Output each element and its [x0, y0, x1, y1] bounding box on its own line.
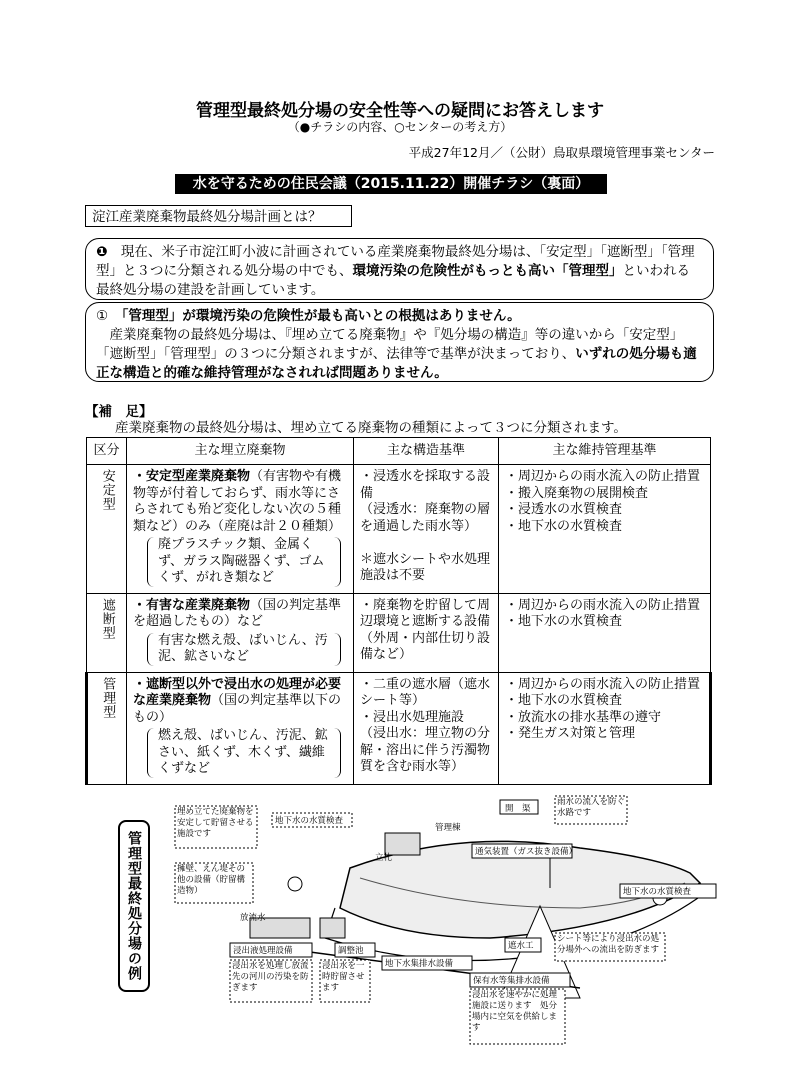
label-shuttsu-desc: 浸出水を処理し放流先の河川の汚染を防ぎます [232, 961, 309, 993]
banner: 水を守るための住民会議（2015.11.22）開催チラシ（裏面） [175, 174, 607, 194]
row-structure: ・二重の遮水層（遮水シート等） ・浸出水処理施設 （浸出水：埋立物の分解・溶出に伴う汚濁物質を含む雨水等） [354, 672, 499, 784]
row-structure: ・廃棄物を貯留して周辺環境と遮断する設備（外周・内部仕切り設備など） [354, 593, 499, 672]
flyer-marker: ❶ [96, 244, 108, 260]
classification-table [85, 437, 712, 785]
row-maintenance: ・周辺からの雨水流入の防止措置 ・搬入廃棄物の展開検査 ・浸透水の水質検査 ・地下水の水質検査 [499, 465, 711, 594]
label-sheet: シート等により浸出水の処分場外への流出を防ぎます [557, 934, 660, 955]
flyer-text-a: 現在、米子市淀江町小波に計画されている産業廃棄物最終処分場は、「安定型」「遮断型」「管理型」と３つに分類される処分場の中でも、 [96, 244, 695, 279]
label-tsuuki: 通気装置（ガス抜き設備） [475, 847, 578, 857]
management-building [385, 833, 420, 855]
label-hoyu-desc: 浸出水を速やかに処理施設に送ります 処分場内に空気を供給します [472, 990, 558, 1033]
flyer-text-c: といわれる最終処分場の建設を計画しています。 [96, 263, 690, 298]
center-heading: 「管理型」が環境汚染の危険性が最も高いとの根拠はありません。 [121, 308, 521, 324]
page-subtitle: （●チラシの内容、○センターの考え方） [287, 120, 513, 134]
flyer-content-box [85, 238, 714, 300]
label-kaikyo: 開 渠 [505, 804, 531, 814]
landfill-diagram [160, 788, 740, 1070]
center-text-a: 産業廃棄物の最終処分場は、『埋め立てる廃棄物』や『処分場の構造』等の違いから「安定型」「遮断型」「管理型」の３つに分類されますが、法律等で基準が決まっており、 [96, 327, 684, 362]
label-chika-shusui: 地下水集排水設備 [385, 959, 454, 969]
label-shasui: 遮水工 [508, 941, 534, 951]
row-kubun: 遮断型 [87, 593, 127, 672]
center-marker: ① [96, 308, 109, 324]
table-row [87, 672, 711, 784]
row-waste: ・有害な産業廃棄物（国の判定基準を超過したもの）など 有害な燃え殻、ばいじん、汚泥、鉱さいなど [127, 593, 354, 672]
row-waste: ・安定型産業廃棄物（有害物や有機物等が付着しておらず、雨水等にさらされても殆ど変化しない次の５種類など）のみ（産廃は計２０種類） 廃プラスチック類、金属くず、ガラス陶磁器くず、ゴムくず、がれき類など [127, 465, 354, 594]
row-structure: ・浸透水を採取する設備 （浸透水：廃棄物の層を通過した雨水等） ＊遮水シートや水処理施設は不要 [354, 465, 499, 594]
header-maintenance: 主な維持管理基準 [499, 438, 711, 465]
header-kubun: 区分 [87, 438, 127, 465]
flyer-text-bold: 環境汚染の危険性がもっとも高い「管理型」 [352, 263, 623, 279]
monitoring-well [288, 877, 302, 891]
dateline: 平成27年12月／（公財）鳥取県環境管理事業センター [408, 145, 715, 160]
label-umetate: 埋め立てた廃棄物を安定して貯留させる施設です [177, 807, 254, 839]
label-chikasui-1: 地下水の水質検査 [275, 816, 344, 826]
label-kanritou: 管理棟 [435, 823, 461, 833]
label-tateshi: 立札 [375, 853, 393, 863]
supplement-heading: 【補 足】 [85, 404, 153, 420]
table-row [87, 593, 711, 672]
label-housui: 放流水 [240, 913, 266, 923]
label-chousei-desc: 浸出水を一時貯留させます [322, 961, 365, 993]
center-view-box [85, 302, 714, 382]
label-youheki: 擁壁、えん堤その他の設備（貯留構造物） [177, 864, 246, 896]
center-text-bold: いずれの処分場も適正な構造と的確な維持管理がなされれば問題ありません。 [96, 346, 697, 381]
page-title: 管理型最終処分場の安全性等への疑問にお答えします [196, 101, 604, 121]
label-shuttsu: 浸出液処理設備 [233, 946, 293, 956]
row-maintenance: ・周辺からの雨水流入の防止措置 ・地下水の水質検査 ・放流水の排水基準の遵守 ・発生ガス対策と管理 [499, 672, 711, 784]
row-maintenance: ・周辺からの雨水流入の防止措置 ・地下水の水質検査 [499, 593, 711, 672]
table-row [87, 465, 711, 594]
diagram-side-label: 管理型最終処分場の例 [118, 820, 150, 992]
supplement-text: 産業廃棄物の最終処分場は、埋め立てる廃棄物の種類によって３つに分類されます。 [115, 420, 627, 436]
row-kubun: 安定型 [87, 465, 127, 594]
header-waste: 主な埋立廃棄物 [127, 438, 354, 465]
label-chousei: 調整池 [338, 946, 364, 956]
row-kubun: 管理型 [87, 672, 127, 784]
row-waste: ・遮断型以外で浸出水の処理が必要な産業廃棄物（国の判定基準以下のもの） 燃え殻、ばいじん、汚泥、鉱さい、紙くず、木くず、繊維くずなど [127, 672, 354, 784]
label-chikasui-2: 地下水の水質検査 [623, 887, 692, 897]
label-hoyu: 保有水等集排水設備 [473, 976, 550, 986]
header-structure: 主な構造基準 [354, 438, 499, 465]
section-title: 淀江産業廃棄物最終処分場計画とは？ [85, 205, 352, 227]
label-usui: 雨水の流入を防ぐ水路です [557, 797, 626, 818]
adjustment-pond [320, 918, 345, 938]
table-header-row [87, 438, 711, 465]
